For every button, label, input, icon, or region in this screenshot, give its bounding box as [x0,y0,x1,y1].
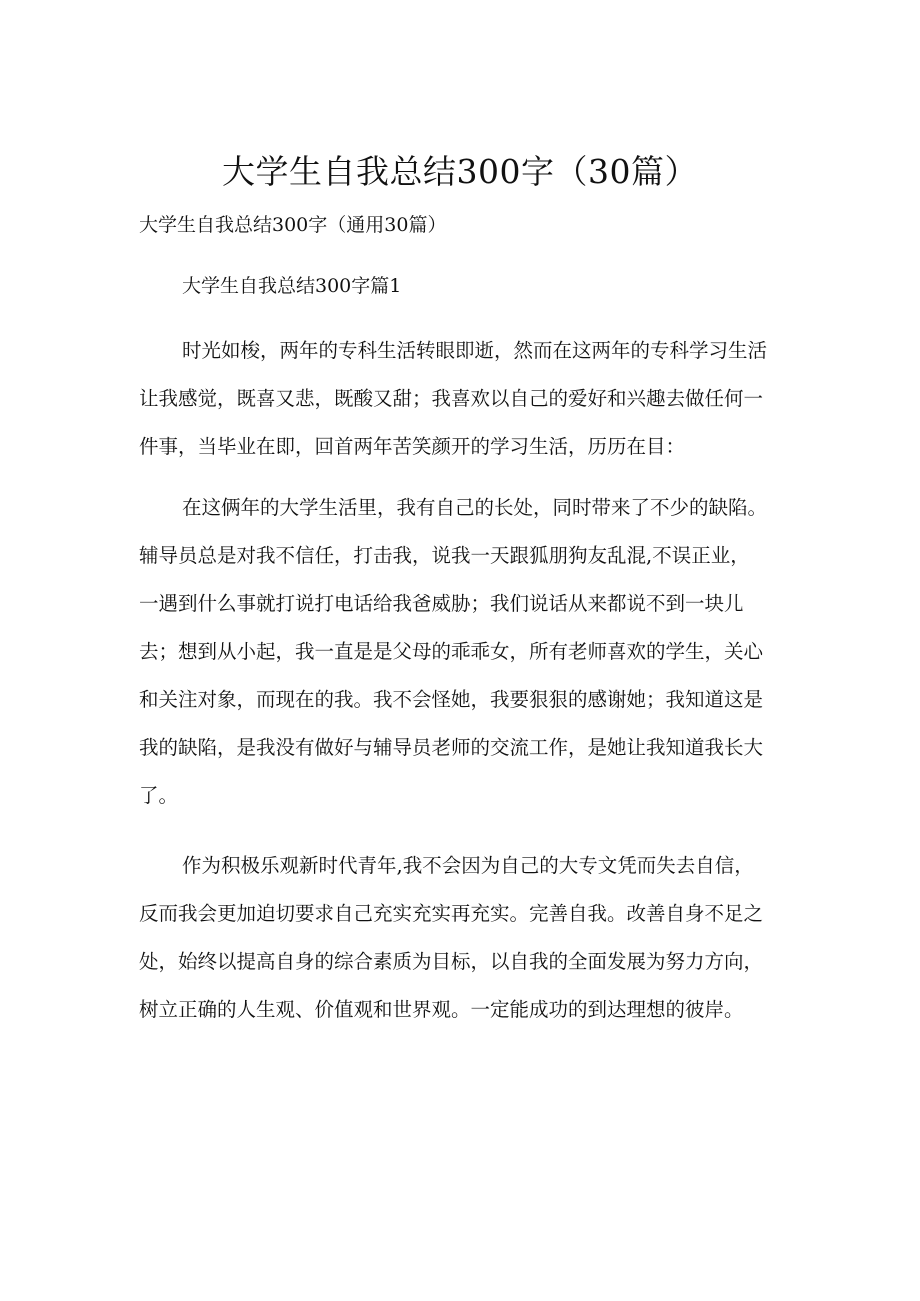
paragraph-2 [139,484,799,820]
paragraph-line: 件事，当毕业在即，回首两年苦笑颜开的学习生活，历历在目： [139,435,686,458]
paragraph-line: 时光如梭，两年的专科生活转眼即逝，然而在这两年的专科学习生活 [182,339,768,362]
paragraph-line: 树立正确的人生观、价值观和世界观。一定能成功的到达理想的彼岸。 [139,998,744,1021]
paragraph-line: 辅导员总是对我不信任，打击我，说我一天跟狐朋狗友乱混,不误正业， [139,544,750,567]
paragraph-line: 反而我会更加迫切要求自己充实充实再充实。完善自我。改善自身不足之 [139,902,764,925]
paragraph-line: 让我感觉，既喜又悲，既酸又甜；我喜欢以自己的爱好和兴趣去做任何一 [139,387,764,410]
paragraph-line: 在这俩年的大学生活里，我有自己的长处，同时带来了不少的缺陷。 [182,496,768,519]
paragraph-line: 一遇到什么事就打说打电话给我爸威胁；我们说话从来都说不到一块儿 [139,592,744,615]
document-title: 大学生自我总结300字（30篇） [222,152,698,191]
paragraph-line: 我的缺陷，是我没有做好与辅导员老师的交流工作，是她让我知道我长大 [139,736,764,759]
paragraph-3 [139,842,799,1034]
paragraph-line: 作为积极乐观新时代青年,我不会因为自己的大专文凭而失去自信， [182,854,754,877]
document-subtitle: 大学生自我总结300字（通用30篇） [139,214,447,236]
paragraph-line: 处，始终以提高自身的综合素质为目标，以自我的全面发展为努力方向， [139,950,764,973]
paragraph-line: 去；想到从小起，我一直是是父母的乖乖女，所有老师喜欢的学生，关心 [139,640,764,663]
paragraph-line: 和关注对象，而现在的我。我不会怪她，我要狠狠的感谢她；我知道这是 [139,688,764,711]
paragraph-1 [139,327,799,471]
section-heading: 大学生自我总结300字篇1 [182,275,402,297]
paragraph-line: 了。 [139,784,179,807]
